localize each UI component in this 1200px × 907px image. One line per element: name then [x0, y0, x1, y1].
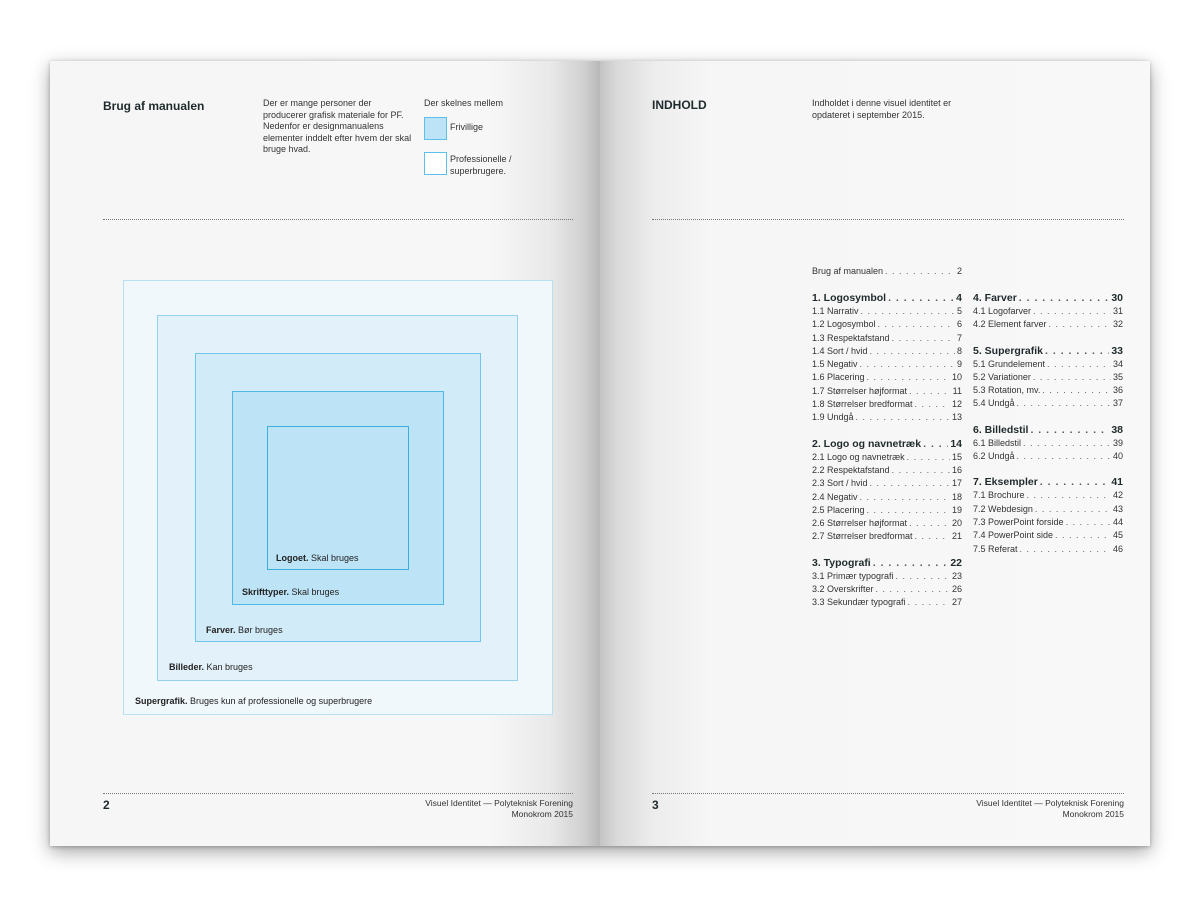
toc-item[interactable]: 5.2 Variationer . . . 35 [973, 371, 1123, 384]
footer-text: Visuel Identitet — Polyteknisk Forening Monokrom 2015 [976, 798, 1124, 819]
toc-section-title[interactable]: 6. Billedstil . . . 38 [973, 423, 1123, 437]
page-title: INDHOLD [652, 98, 707, 112]
toc-item[interactable]: 1.8 Størrelser bredformat . . . 12 [812, 398, 962, 411]
toc-item[interactable]: 1.4 Sort / hvid . . . 8 [812, 345, 962, 358]
diagram-label-billeder: Billeder. Kan bruges [169, 662, 253, 672]
diagram-label-supergrafik: Supergrafik. Bruges kun af professionelle og superbrugere [135, 696, 373, 706]
footer-divider [103, 793, 573, 794]
toc-item[interactable]: 2.2 Respektafstand . . . 16 [812, 464, 962, 477]
toc-item[interactable]: 4.1 Logofarver . . . 31 [973, 305, 1123, 318]
toc-item[interactable]: 5.4 Undgå . . . 37 [973, 397, 1123, 410]
footer-divider [652, 793, 1124, 794]
toc-section [973, 475, 1123, 555]
right-page [600, 61, 1150, 846]
diagram-label-farver: Farver. Bør bruges [206, 625, 283, 635]
legend-label-professionals: Professionelle / superbrugere. [450, 154, 512, 176]
divider [103, 219, 573, 220]
intro-text: Der er mange personer der producerer grafisk materiale for PF. Nedenfor er designmanualens elementer inddelt efter hvem der skal bruge hvad. [263, 98, 412, 154]
toc-section [812, 556, 962, 610]
toc-column-2 [973, 291, 1123, 568]
toc-item[interactable]: 2.5 Placering . . . 19 [812, 504, 962, 517]
toc-section [973, 423, 1123, 464]
toc-item[interactable]: 7.5 Referat . . . 46 [973, 543, 1123, 556]
diagram-label-logoet: Logoet. Skal bruges [276, 553, 359, 563]
toc-item[interactable]: 5.3 Rotation, mv. . . . 36 [973, 384, 1123, 397]
toc-column-1 [812, 291, 962, 622]
left-page [50, 61, 600, 846]
toc-section-title[interactable]: 2. Logo og navnetræk . . . 14 [812, 437, 962, 451]
toc-item[interactable]: 2.7 Størrelser bredformat . . . 21 [812, 530, 962, 543]
toc-item[interactable]: 1.3 Respektafstand . . . 7 [812, 332, 962, 345]
legend-swatch-volunteers [424, 117, 447, 140]
toc-item[interactable]: 3.1 Primær typografi . . . 23 [812, 570, 962, 583]
page-number: 3 [652, 798, 659, 812]
toc-item[interactable]: 1.7 Størrelser højformat . . . 11 [812, 385, 962, 398]
toc-section-title[interactable]: 3. Typografi . . . 22 [812, 556, 962, 570]
legend-heading: Der skelnes mellem [424, 98, 504, 108]
diagram-level-logoet [267, 426, 409, 570]
toc-item[interactable]: 4.2 Element farver . . . 32 [973, 318, 1123, 331]
legend-label-volunteers: Frivillige [450, 122, 484, 132]
page-title: Brug af manualen [103, 99, 205, 113]
toc-item[interactable]: 2.1 Logo og navnetræk . . . 15 [812, 451, 962, 464]
toc-item[interactable]: 2.4 Negativ . . . 18 [812, 491, 962, 504]
footer-text: Visuel Identitet — Polyteknisk Forening Monokrom 2015 [425, 798, 573, 819]
toc-section-title[interactable]: 5. Supergrafik . . . 33 [973, 344, 1123, 358]
toc-section-title[interactable]: 7. Eksempler . . . 41 [973, 475, 1123, 489]
toc-item[interactable]: 6.2 Undgå . . . 40 [973, 450, 1123, 463]
toc-item[interactable]: 7.3 PowerPoint forside . . . 44 [973, 516, 1123, 529]
toc-item[interactable]: 7.1 Brochure . . . 42 [973, 489, 1123, 502]
toc-section [812, 437, 962, 544]
toc-item[interactable]: 3.2 Overskrifter . . . 26 [812, 583, 962, 596]
diagram-label-skrifttyper: Skrifttyper. Skal bruges [242, 587, 340, 597]
toc-item[interactable]: 2.6 Størrelser højformat . . . 20 [812, 517, 962, 530]
brochure-spread [50, 61, 1150, 846]
toc-item[interactable]: 1.6 Placering . . . 10 [812, 371, 962, 384]
toc-section [973, 344, 1123, 411]
toc-top [812, 265, 962, 278]
toc-item[interactable]: 1.5 Negativ . . . 9 [812, 358, 962, 371]
toc-item[interactable]: 1.2 Logosymbol . . . 6 [812, 318, 962, 331]
divider [652, 219, 1124, 220]
toc-item[interactable]: Brug af manualen . . . 2 [812, 265, 962, 278]
intro-text: Indholdet i denne visuel identitet er opdateret i september 2015. [812, 98, 952, 120]
toc-item[interactable]: 7.4 PowerPoint side . . . 45 [973, 529, 1123, 542]
toc-item[interactable]: 7.2 Webdesign . . . 43 [973, 503, 1123, 516]
toc-item[interactable]: 6.1 Billedstil . . . 39 [973, 437, 1123, 450]
toc-item[interactable]: 2.3 Sort / hvid . . . 17 [812, 477, 962, 490]
toc-section-title[interactable]: 1. Logosymbol . . . 4 [812, 291, 962, 305]
toc-item[interactable]: 1.1 Narrativ . . . 5 [812, 305, 962, 318]
legend-swatch-professionals [424, 152, 447, 175]
toc-section [812, 291, 962, 425]
page-number: 2 [103, 798, 110, 812]
toc-item[interactable]: 5.1 Grundelement . . . 34 [973, 358, 1123, 371]
toc-section-title[interactable]: 4. Farver . . . 30 [973, 291, 1123, 305]
toc-item[interactable]: 1.9 Undgå . . . 13 [812, 411, 962, 424]
toc-item[interactable]: 3.3 Sekundær typografi . . . 27 [812, 596, 962, 609]
toc-section [973, 291, 1123, 332]
